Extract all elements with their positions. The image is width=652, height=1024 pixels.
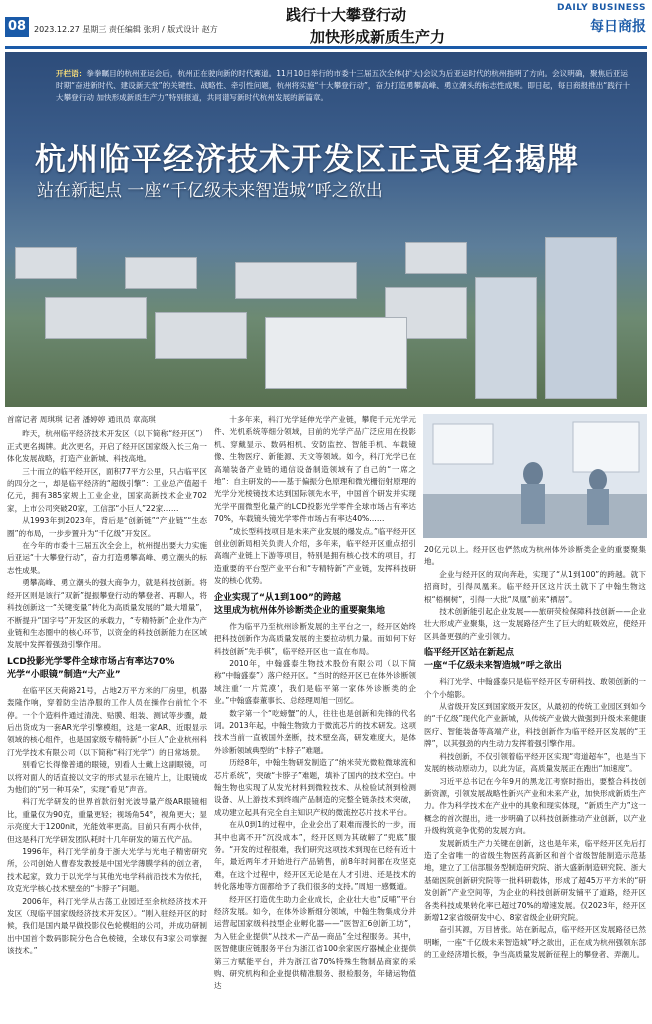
- paragraph: 在临平区天荷路21号，占地2万平方米的厂房里，机器轰隆作响，穿着防尘洁净服的工作人员在操作台前忙个不停。一个个造料件通过清洗、贴膜、组装、测试等步骤，最后出货成为一套AR光学引擎模组，这是一家AR、近眼显示领域的核心组件，也是国家级专精特新“小巨人”企业杭州科汀光学技术有限公司（以下简称“科汀光学”）的日常场景。: [7, 685, 207, 757]
- header-rule: [5, 46, 647, 49]
- brand-logo: 每日商报: [590, 19, 646, 35]
- aerial-city-illustration: [5, 217, 647, 407]
- intro-text: 拳拳瞩目的杭州亚运会后，杭州正在驶向新的时代赛道。11月10日举行的市委十三届五次全体(扩大)会议为后亚运时代的杭州指明了方向。会议明确，聚焦后亚运时期“奋进新时代、建设新天堂”的关键性、战略性、牵引性问题，杭州将实施“十大攀登行动”，奋力打造勇攀高峰、勇立潮头的标志性成果。即日起，每日商报推出“践行十大攀登行动 加快形成新质生产力”特别报道，共同谱写新时代杭州发展的新篇章。: [56, 69, 631, 102]
- section-heading: LCD投影光学零件全球市场占有率达70% 光学“小眼镜”制造“大产业”: [7, 656, 175, 680]
- paragraph: “成长型科技项目是未来产业发展的爆发点。”临平经开区创业创新局相关负责人介绍，多年来，临平经开区重点招引高端产业链上下游等项目，特别是拥有核心技术的项目，打造重要的平台型产业平台和“专精特新”产业链，发挥科技研发的核心优势。: [214, 526, 416, 586]
- subheadline: 站在新起点 一座“千亿级未来智造城”呼之欲出: [37, 181, 383, 201]
- paragraph: 在今年的市委十三届五次全会上，杭州提出要大力实施后亚运“十大攀登行动”，奋力打造勇攀高峰、勇立潮头的标志性成果。: [7, 541, 207, 575]
- paragraph: 2006年，科汀光学从古荡工业园迁至余杭经济技术开发区（现临平国家级经济技术开发区）。“刚入驻经开区的时候，我们是国内最早做投影仪色轮模组的公司，并成功研制出中国首个数码影院分色合色棱镜，全球仅有3家公司掌握该技术。”: [7, 896, 207, 956]
- paragraph: 作为临平乃至杭州诊断发展的主平台之一，经开区始终把科技创新作为高质量发展的主要拉动机力量。而如何下好科技创新“先手棋”，临平经开区也一直在布局。: [214, 621, 416, 656]
- paragraph: 科汀光学研发的世界首款衍射光波导量产级AR眼镜相比，重量仅为90克，重量更轻；视场角54°，视角更大；显示亮度大于1200nit，光能效率更高。目前只有两小伙伴，但这是科汀光学研发团队耗时十几年研发的第五代产品。: [7, 797, 207, 844]
- paragraph: 习近平总书记在今年9月的黑龙江考察时指出，要整合科技创新资源，引领发展战略性新兴产业和未来产业，加快形成新质生产力。作为科学技术在产业中的具象和现实体现，“新质生产力”这一概念的首次提出，进一步明确了以科技创新推动产业创新，以产业升级构筑竞争优势的发展方向。: [424, 776, 646, 836]
- page-number: 08: [5, 17, 29, 37]
- byline: 首席记者 周琪琪 记者 潘婷婷 通讯员 章高琪: [7, 415, 156, 424]
- paragraph: 发展新质生产力关键在创新，这也是年来，临平经开区先后打造了全省唯一的省级生物医药高新区和首个省级智能制造示范基地，建立了工信部服务型制造研究院、浙大盛新制造研究院、浙大基础医院创新研究院等一批科研载体，形成了超45万平方米的“研发创新”产业空间等，为企业的科技创新研发铺平了道路，经开区各类科技成果转化率已超过70%的增速发展。仅2023年，经开区新增12家省级研发中心、8家省级企业研究院。: [424, 838, 646, 922]
- paragraph: 别看它长得像普通的眼镜，别看人士戴上这副眼镜，可以将对面人的话直接以文字的形式显示在镜片上，让眼镜成为他们的“另一种耳朵”，实现“看见”声音。: [7, 760, 207, 794]
- paragraph: 20亿元以上。经开区也俨然成为杭州体外诊断类企业的重要聚集地。: [424, 545, 646, 567]
- section-title-line2: 加快形成新质生产力: [310, 28, 446, 46]
- paragraph: 经开区打造优生助力企业成长，企业壮大也“反哺”平台经济发展。如今，在体外诊断细分领域，中翰生物集成分并运营起国家级科技型企业孵化器——“医智汇6创新工坊”，为入驻企业提供“从技术—产品—商品”全过程服务。其中，医智健康应链服务平台为浙江省100余家医疗器械企业提供第三方赋能平台，并为浙江省70%特殊生物制品商家的采购、研究机构和企业提供精准服务、报检服务，年储运物值达: [214, 894, 416, 991]
- headline: 杭州临平经济技术开发区正式更名揭牌: [35, 142, 579, 178]
- paragraph: 科技创新，不仅引领着临平经开区实现“弯道超车”，也是当下发展的核动原动力，以此为证，高质量发展正在跑出“加速度”。: [424, 751, 646, 774]
- paragraph: 昨天，杭州临平经济技术开发区（以下简称“经开区”）正式更名揭牌。此次更名，开启了经开区国家级入长三角一体化发展战略，打造产业新城、科技高地。: [7, 429, 207, 464]
- paragraph: 技术创新能引起企业发展——旅研荧检保障科技创新——企业壮大形成产业聚集，这一发展路径产生了巨大的虹吸效应，使经开区具备更强的产业引领力。: [424, 607, 646, 641]
- article-column-1: [7, 414, 207, 1020]
- paragraph: 奋引其源，万目皆张。站在新起点，临平经开区发展路径已然明晰，一座“千亿级未来智造城”呼之欲出，正在成为杭州强领东部的工业经济增长极，争当高质量发展新征程上的攀登者、弄潮儿。: [424, 925, 646, 960]
- intro-label: 开栏语：: [56, 69, 87, 78]
- section-heading: 企业实现了“从1到100”的跨越 这里成为杭州体外诊断类企业的重要聚集地: [214, 592, 386, 616]
- laboratory-photo: [423, 414, 647, 538]
- page-header: [0, 0, 652, 46]
- paragraph: 在从0到1的过程中，企业会出了艰难而漫长的一步，而其中也离不开“沉没成本”，经开区则为其破解了“兜底”服务。“开发的过程很难，我们研究这项技术到现在已经有近十年，最近两年才开始进行产品销售，前8年时间都在攻坚克难，在这个过程中，经开区无论是在人才引进、还是技术的转化落地等方面都给予了我们很多的支持。”周旭一感慨道。: [214, 820, 416, 892]
- paragraph: 2010年，中翰盛泰生物技术股份有限公司（以下简称“中翰盛泰”）落户经开区。“当时的经开区已在体外诊断领域注重‘一片荒漠’，我们是临平第一家体外诊断类的企业。”中翰盛泰董事长、总经理周旭一回忆。: [214, 658, 416, 706]
- paragraph: 从省级开发区到国家级开发区，从最初的传统工业园区到如今的“千亿级”现代化产业新城，从传统产业做大做强到升级未来健康医疗、智能装备等高端产业，科技创新作为临平经开区发展的“王牌”，以其强劲的内生动力发挥着强引擎作用。: [424, 702, 646, 749]
- paragraph: 三十而立的临平经开区，面积77平方公里，只占临平区的四分之一，却是临平经济的“超级引擎”：工业总产值超千亿元，拥有385家规上工业企业，国家高新技术企业702家，上市公司突破20家，工信部“小巨人”22家……: [7, 466, 207, 513]
- article-column-2: [214, 414, 416, 1020]
- paragraph: 历经8年，中翰生物研发制造了“纳米荧光微粒微球流和芯片系统”，突破“卡脖子”难题，填补了国内的技术空白。中翰生物也实现了从发光材料到微粒技术、从检验试剂到检测设备、从上游技术到终端产品制造的完整全链条技术突破，成功建立起具有完全自主知识产权的微流控芯片技术平台。: [214, 758, 416, 817]
- section-heading: 临平经开区站在新起点 一座“千亿级未来智造城”呼之欲出: [424, 648, 562, 672]
- paragraph: 企业与经开区的双向奔赴，实现了“从1到100”的跨越。就下招商时，引得凤凰来。临平经开区这片沃土就下了中翰生物这根“梧桐树”，引得一大批“凤凰”前来“栖居”。: [424, 569, 646, 604]
- dateline: 2023.12.27 星期三 责任编辑 张玥 / 版式设计 赵方: [34, 25, 218, 34]
- hero-photo: [5, 52, 647, 407]
- section-title-line1: 践行十大攀登行动: [286, 6, 407, 24]
- paragraph: 数字第一个“吃螃蟹”的人，往往也是创新和先锋的代名词。2013年起，中翰生物致力于微流芯片的技术研发。这项技术当前一直被国外垄断，技术壁垒高，研发难度大，是体外诊断领域典型的“卡脖子”难题。: [214, 708, 416, 755]
- paragraph: 十多年来，科汀光学延伸光学产业链，攀爬千元光学元件、光机系统等细分领域，目前的光学产品广泛应用在投影机、穿戴显示、数码相机、安防监控、智能手机、车载镜像、生物医疗、新能源、天文等领域。如今，科汀光学已在高端装备产业链的通信设备制造领域有了自己的“一席之地”：自主研发的——基于偏振分色原理和微光栅衍射原理的光学分光棱镜技术达到国际领先水平，中国首个研发并实现光学平面微型化量产的LCD投影光学零件全球市场占有率达70%，车载镜头镜光学零件市场占有率达40%……: [214, 415, 416, 524]
- brand-english: DAILY BUSINESS: [556, 3, 646, 13]
- lab-scene-graphic: [423, 414, 647, 538]
- intro-paragraph: [56, 68, 631, 104]
- article-column-3: [424, 544, 646, 1020]
- paragraph: 从1993年到2023年，背后是“创新链”“产业链”“生态圈”的布局，一步步置升为“千亿级”开发区。: [7, 516, 207, 538]
- paragraph: 勇攀高峰、勇立潮头的强大商争力，就是科技创新。将经开区则是该行“双新”提振攀登行动的攀登者、再聊人，将科技创新这一“关键变量”转化为高质量发展的“最大增量”，不断提升“国字号”开发区的承载力，“专精特新”企业作为产业链和生态圈中的核心环节，以资金的科技创新能力在区域发展中发挥着强劲引擎作用。: [7, 578, 207, 650]
- paragraph: 1996年，科汀光学前身于浙大光学与光电子精密研究所，公司创始人曹春发教授是中国光学薄膜学科的创立者，技术起家，致力于以光学与其他光电学科前沿技术为依托，攻克光学核心技术壁垒的“卡脖子”问题。: [7, 847, 207, 894]
- paragraph: 科汀光学、中翰盛泰只是临平经开区专研科技、敢领创新的一个个小缩影。: [424, 677, 646, 699]
